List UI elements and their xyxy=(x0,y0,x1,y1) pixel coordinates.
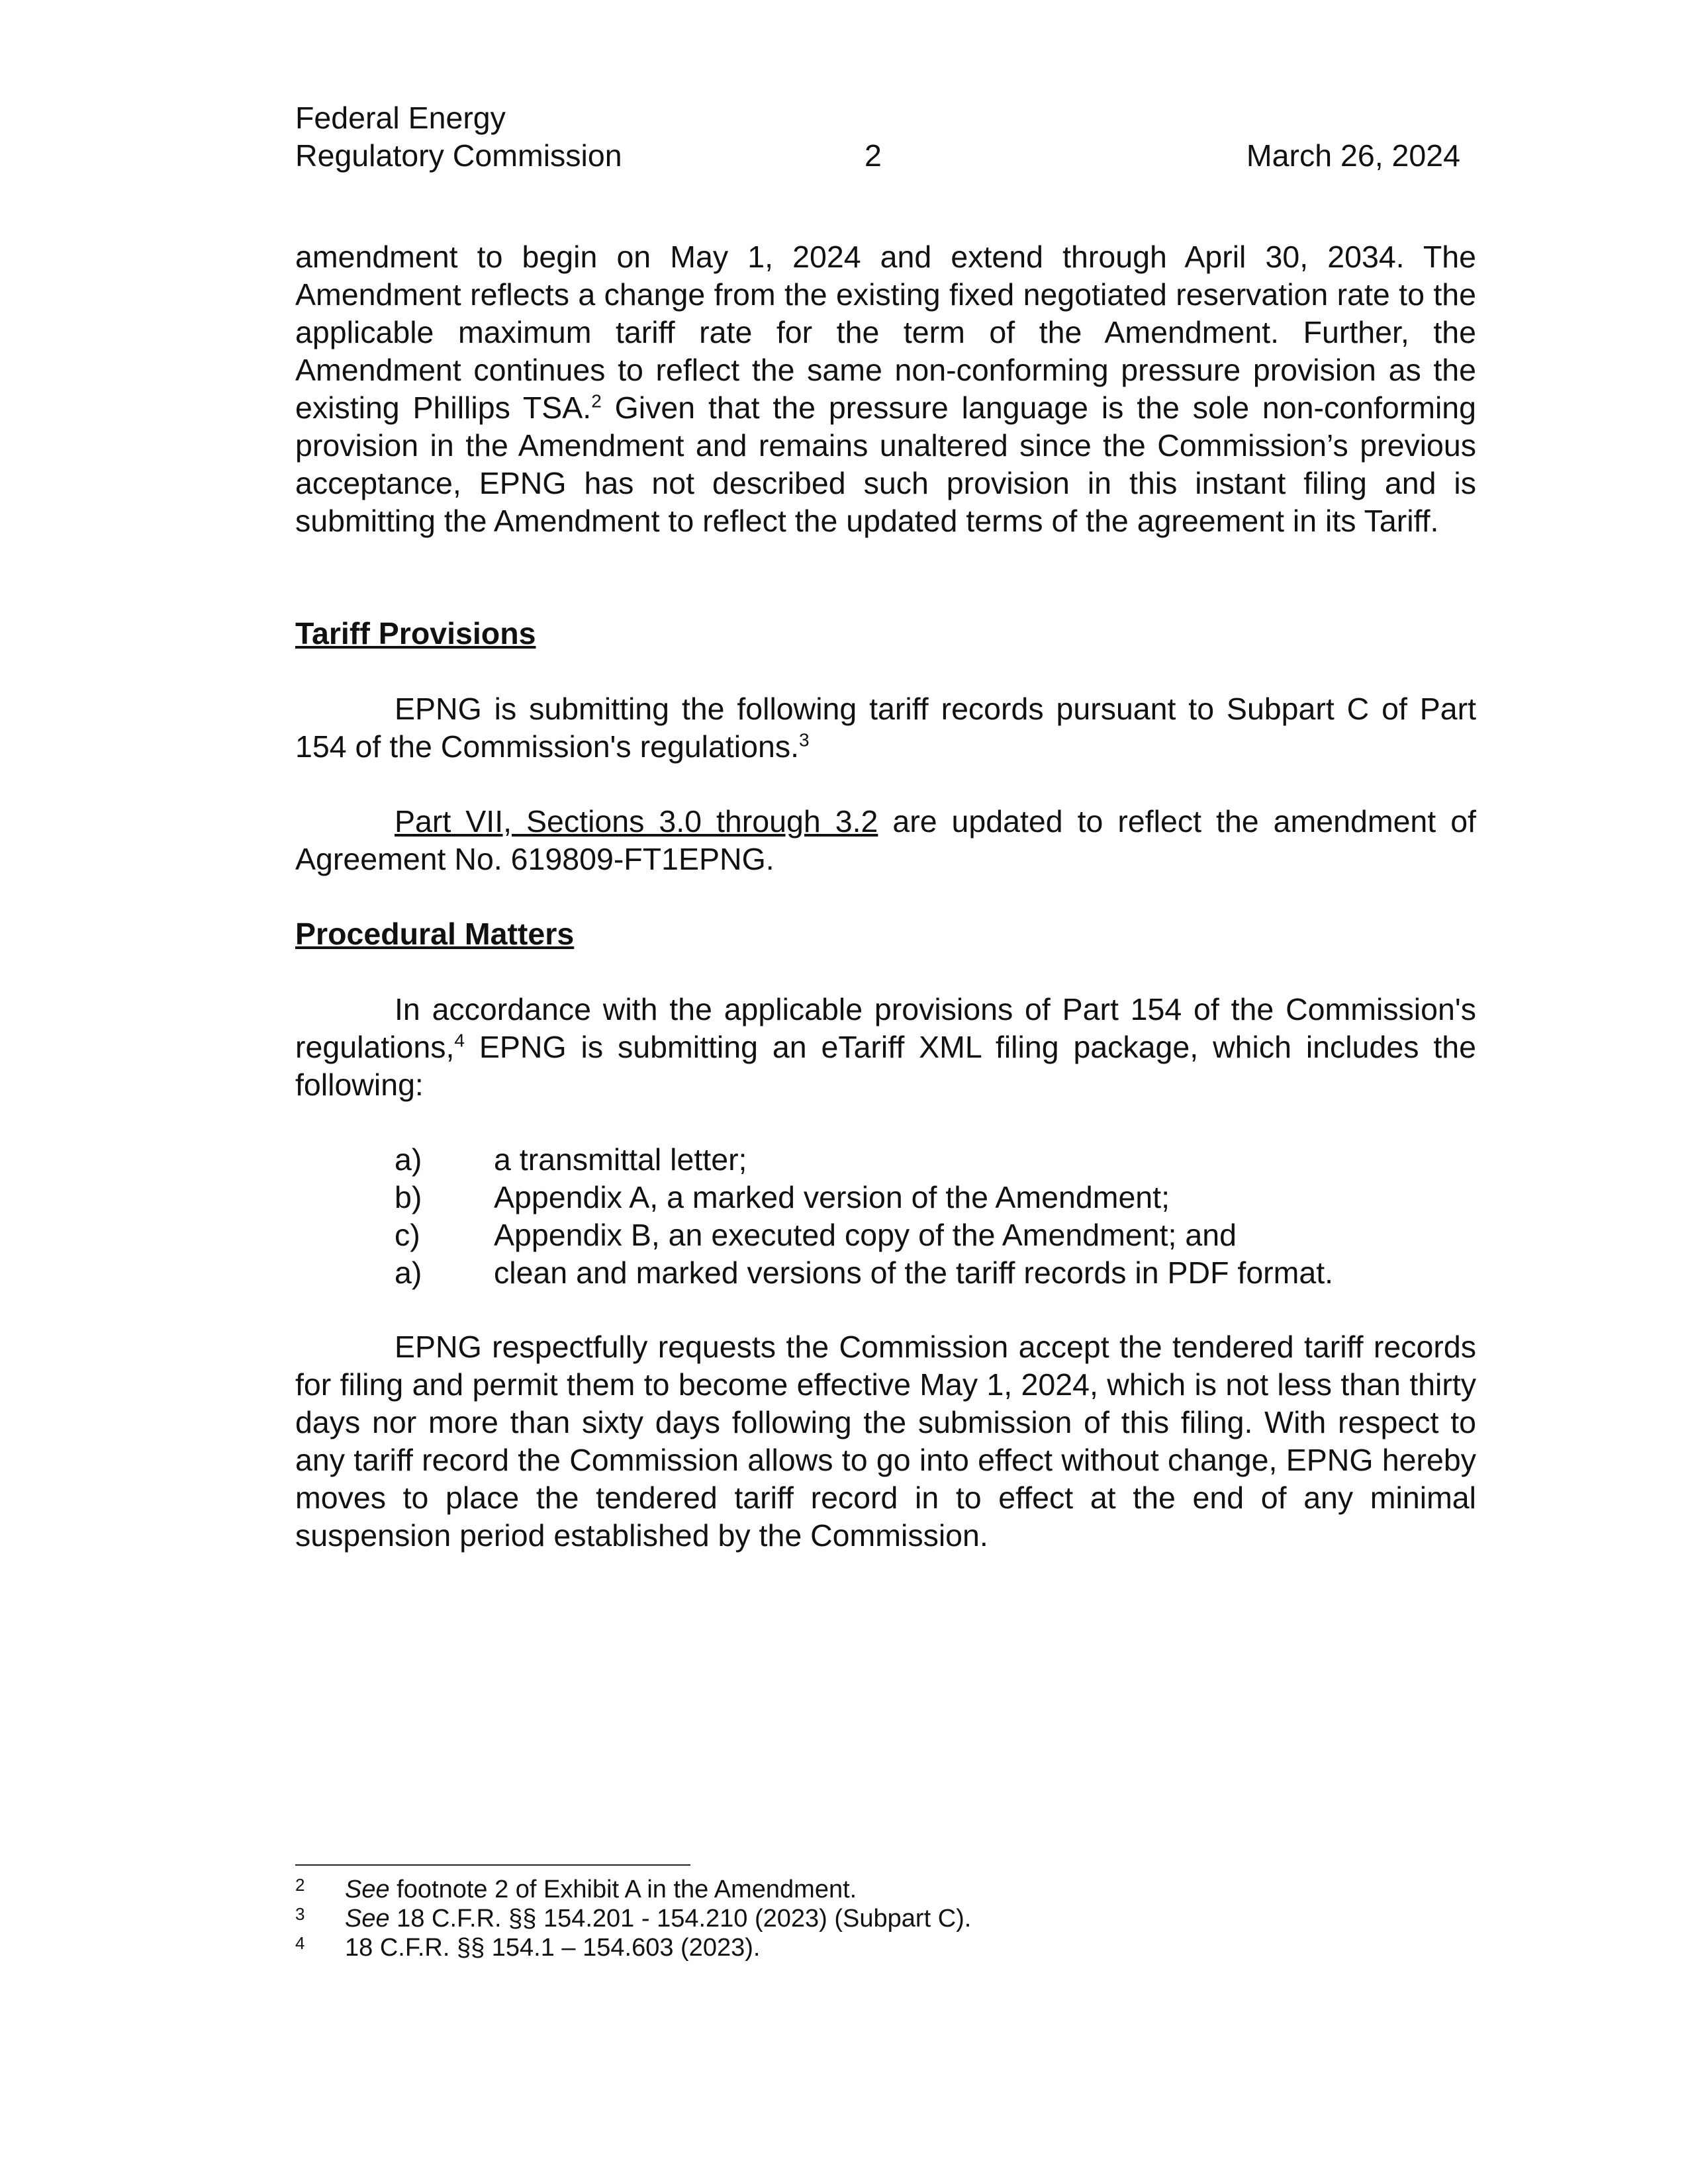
footnote-number: 3 xyxy=(295,1904,305,1924)
paragraph-text: Given that the pressure language is the sole non-conforming provision in the Amendment and remains unaltered since the Commission’s previous acceptance, EPNG has not described such provision in this instant filing and is submitting the Amendment to reflect the updated terms of the agreement in its Tariff. xyxy=(295,390,1477,538)
list-item-text: a transmittal letter; xyxy=(494,1142,747,1177)
header-org-line2: Regulatory Commission xyxy=(295,138,622,173)
paragraph-filing-package xyxy=(295,991,1476,1104)
footnote-signal: See xyxy=(345,1876,390,1903)
paragraph-tariff-records xyxy=(295,690,1476,766)
section-heading-procedural-matters: Procedural Matters xyxy=(295,917,575,951)
footnote-number: 4 xyxy=(295,1933,305,1953)
footnote-text xyxy=(345,1904,971,1933)
list-item xyxy=(395,1179,1476,1216)
footnote-number: 2 xyxy=(295,1875,305,1895)
paragraph-text: EPNG is submitting an eTariff XML filing package, which includes the following: xyxy=(295,1030,1476,1102)
footnote-ref-4[interactable]: 4 xyxy=(454,1030,465,1051)
list-item xyxy=(395,1141,1476,1179)
section-heading-tariff-provisions: Tariff Provisions xyxy=(295,616,536,651)
paragraph-text: In accordance with the applicable provisions of Part 154 of the Commission's regulations, xyxy=(295,992,1476,1064)
footnote-body: footnote 2 of Exhibit A in the Amendment. xyxy=(389,1876,857,1903)
list-item xyxy=(395,1254,1476,1292)
paragraph-part-vii xyxy=(295,803,1476,878)
header-page-number: 2 xyxy=(865,138,882,173)
footnote-text xyxy=(345,1875,857,1904)
paragraph-text: EPNG is submitting the following tariff records pursuant to Subpart C of Part 154 of the Commission's regulations. xyxy=(295,692,1476,764)
paragraph-effective-date-request: EPNG respectfully requests the Commission accept the tendered tariff records for filing and permit them to become effective May 1, 2024, which is not less than thirty days nor more than sixty days following the submission of this filing. With respect to any tariff record the Commission allows to go into effect without change, EPNG hereby moves to place the tendered tariff record in to effect at the end of any minimal suspension period established by the Commission. xyxy=(295,1330,1476,1553)
list-item-text: Appendix B, an executed copy of the Amendment; and xyxy=(494,1218,1237,1252)
list-item-text: Appendix A, a marked version of the Amendment; xyxy=(494,1180,1170,1214)
paragraph-text: are updated to reflect the amendment of Agreement No. 619809-FT1EPNG. xyxy=(295,804,1476,876)
footnote-ref-2[interactable]: 2 xyxy=(591,390,602,412)
footnote-ref-3[interactable]: 3 xyxy=(799,729,810,751)
footnote-body: 18 C.F.R. §§ 154.201 - 154.210 (2023) (Subpart C). xyxy=(389,1905,972,1933)
header-org-line1: Federal Energy xyxy=(295,101,506,135)
document-page xyxy=(295,0,1476,2184)
header-date: March 26, 2024 xyxy=(1246,138,1460,173)
footnote-body: 18 C.F.R. §§ 154.1 – 154.603 (2023). xyxy=(345,1934,761,1962)
list-item-label: c) xyxy=(395,1218,420,1252)
list-item-text: clean and marked versions of the tariff records in PDF format. xyxy=(494,1255,1334,1290)
footnote-3 xyxy=(295,1904,1476,1933)
footnote-2 xyxy=(295,1875,1476,1904)
footnote-separator xyxy=(295,1864,690,1866)
list-item-label: a) xyxy=(395,1142,422,1177)
footnote-text xyxy=(345,1933,760,1962)
list-item-label: b) xyxy=(395,1180,422,1214)
filing-package-list xyxy=(395,1141,1476,1292)
paragraph-text: amendment to begin on May 1, 2024 and extend through April 30, 2034. The Amendment reflects a change from the existing fixed negotiated reservation rate to the applicable maximum tariff rate for the term of the Amendment. Further, the Amendment continues to reflect the same non-conforming pressure provision as the existing Phillips TSA. xyxy=(295,240,1476,425)
list-item-label: a) xyxy=(395,1255,422,1290)
tariff-section-reference: Part VII, Sections 3.0 through 3.2 xyxy=(395,804,878,839)
footnote-signal: See xyxy=(345,1905,390,1933)
page-header xyxy=(295,99,1460,175)
list-item xyxy=(395,1216,1476,1254)
footnote-4 xyxy=(295,1933,1476,1962)
paragraph-amendment-terms xyxy=(295,238,1476,540)
